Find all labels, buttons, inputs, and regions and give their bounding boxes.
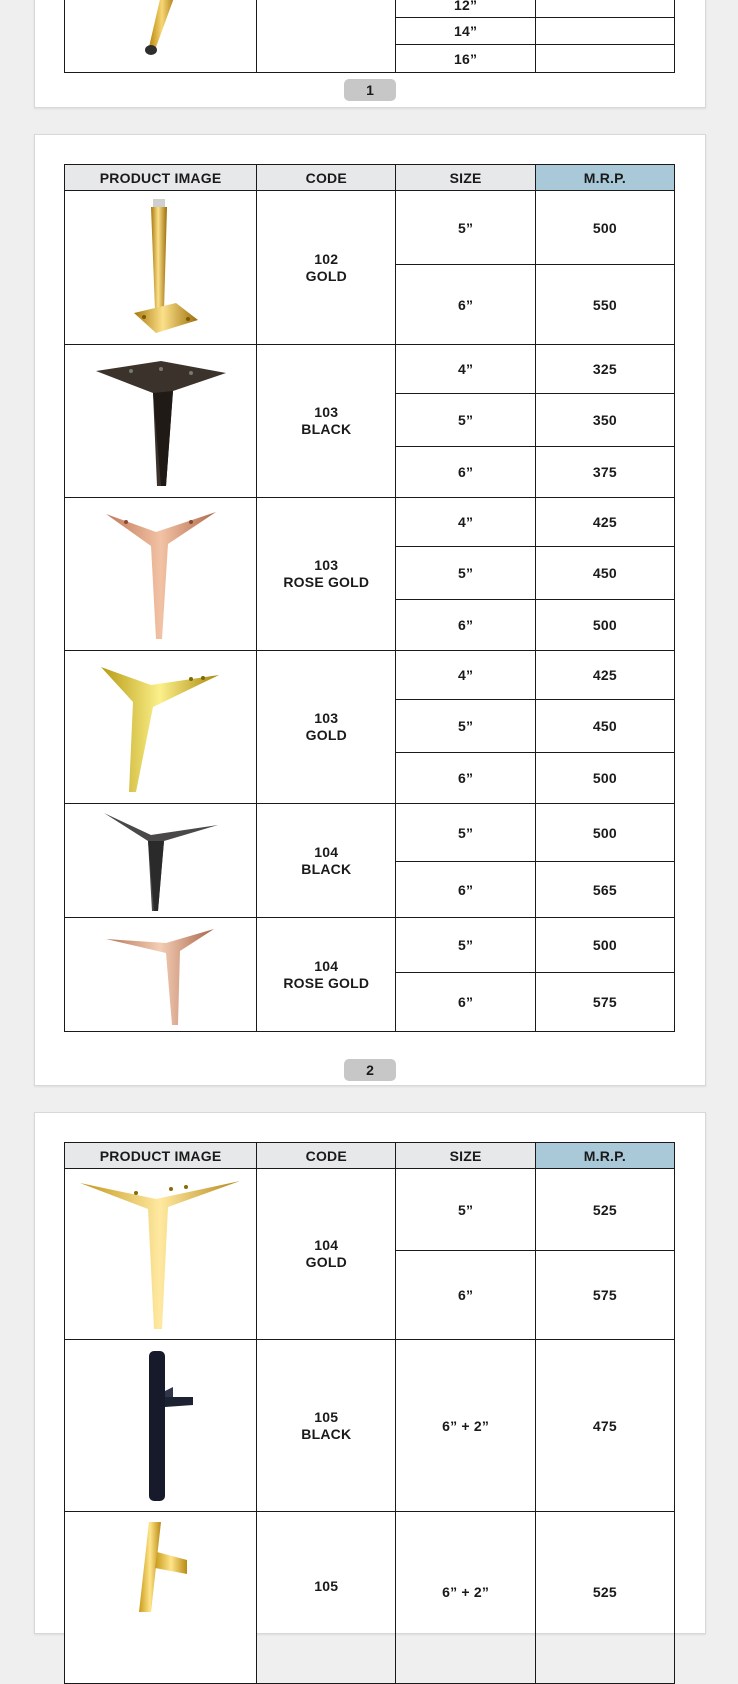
product-image-cell <box>65 918 257 1032</box>
mrp-cell <box>535 45 674 73</box>
size-cell: 16” <box>396 45 535 73</box>
code-cell: 104 GOLD <box>257 1169 396 1340</box>
page-number: 1 <box>344 79 396 101</box>
header-code: CODE <box>257 165 396 191</box>
code-cell: 103 ROSE GOLD <box>257 498 396 651</box>
mrp-cell: 500 <box>535 918 674 973</box>
catalog-page-1 <box>34 0 706 108</box>
header-mrp: M.R.P. <box>535 1143 674 1169</box>
size-cell: 6” + 2” <box>396 1512 535 1684</box>
code-cell: 105 <box>257 1512 396 1684</box>
size-cell: 12” <box>396 0 535 18</box>
header-size: SIZE <box>396 1143 535 1169</box>
table-row <box>65 651 675 700</box>
mrp-cell <box>535 0 674 18</box>
product-image-cell <box>65 804 257 918</box>
header-size: SIZE <box>396 165 535 191</box>
black-bracket-leg-image <box>121 1345 201 1507</box>
table-header-row <box>65 165 675 191</box>
header-code: CODE <box>257 1143 396 1169</box>
product-image-cell <box>65 1340 257 1512</box>
gold-spider-leg-image <box>91 657 231 797</box>
gold-tapered-leg-image <box>131 0 191 70</box>
table-row <box>65 918 675 973</box>
table-row <box>65 1340 675 1512</box>
table-row <box>65 1169 675 1251</box>
mrp-cell: 565 <box>535 862 674 918</box>
table-row <box>65 804 675 862</box>
mrp-cell: 425 <box>535 498 674 547</box>
product-image-cell <box>65 191 257 345</box>
product-image-cell <box>65 0 257 73</box>
size-cell: 5” <box>396 1169 535 1251</box>
table-header-row <box>65 1143 675 1169</box>
mrp-cell: 575 <box>535 973 674 1032</box>
mrp-cell: 500 <box>535 191 674 265</box>
mrp-cell: 375 <box>535 447 674 498</box>
gold-tapered-leg-image <box>116 195 206 340</box>
code-cell: 104 ROSE GOLD <box>257 918 396 1032</box>
size-cell: 4” <box>396 498 535 547</box>
rose-gold-spider-leg-image <box>96 504 226 644</box>
mrp-cell: 575 <box>535 1251 674 1340</box>
catalog-page-2 <box>34 134 706 1086</box>
header-product-image: PRODUCT IMAGE <box>65 165 257 191</box>
mrp-cell: 325 <box>535 345 674 394</box>
black-slim-leg-image <box>96 807 226 915</box>
mrp-cell: 550 <box>535 265 674 345</box>
page-number: 2 <box>344 1059 396 1081</box>
size-cell: 6” <box>396 265 535 345</box>
size-cell: 6” <box>396 973 535 1032</box>
header-mrp: M.R.P. <box>535 165 674 191</box>
code-cell <box>257 0 396 73</box>
size-cell: 5” <box>396 918 535 973</box>
size-cell: 6” <box>396 753 535 804</box>
code-cell: 103 BLACK <box>257 345 396 498</box>
code-cell: 104 BLACK <box>257 804 396 918</box>
price-table-2 <box>64 164 675 1032</box>
mrp-cell: 450 <box>535 547 674 600</box>
table-row <box>65 191 675 265</box>
price-table-3 <box>64 1142 675 1684</box>
product-image-cell <box>65 651 257 804</box>
black-spider-leg-image <box>91 351 231 491</box>
gold-bracket-leg-image <box>121 1512 201 1612</box>
size-cell: 6” + 2” <box>396 1340 535 1512</box>
code-cell: 103 GOLD <box>257 651 396 804</box>
mrp-cell: 525 <box>535 1169 674 1251</box>
code-cell: 102 GOLD <box>257 191 396 345</box>
size-cell: 5” <box>396 394 535 447</box>
size-cell: 5” <box>396 191 535 265</box>
gold-slim-leg-image <box>76 1173 246 1335</box>
table-row <box>65 0 675 18</box>
product-image-cell <box>65 1169 257 1340</box>
code-cell: 105 BLACK <box>257 1340 396 1512</box>
mrp-cell: 475 <box>535 1340 674 1512</box>
mrp-cell: 525 <box>535 1512 674 1684</box>
size-cell: 4” <box>396 651 535 700</box>
product-image-cell <box>65 1512 257 1684</box>
mrp-cell <box>535 18 674 45</box>
catalog-page-3 <box>34 1112 706 1634</box>
product-image-cell <box>65 345 257 498</box>
size-cell: 5” <box>396 804 535 862</box>
mrp-cell: 500 <box>535 804 674 862</box>
size-cell: 6” <box>396 1251 535 1340</box>
mrp-cell: 450 <box>535 700 674 753</box>
size-cell: 5” <box>396 547 535 600</box>
size-cell: 6” <box>396 600 535 651</box>
size-cell: 6” <box>396 447 535 498</box>
size-cell: 6” <box>396 862 535 918</box>
product-image-cell <box>65 498 257 651</box>
mrp-cell: 425 <box>535 651 674 700</box>
table-row <box>65 1512 675 1684</box>
table-row <box>65 345 675 394</box>
size-cell: 14” <box>396 18 535 45</box>
table-row <box>65 498 675 547</box>
mrp-cell: 350 <box>535 394 674 447</box>
price-table-1 <box>64 0 675 73</box>
size-cell: 5” <box>396 700 535 753</box>
mrp-cell: 500 <box>535 753 674 804</box>
header-product-image: PRODUCT IMAGE <box>65 1143 257 1169</box>
rose-gold-slim-leg-image <box>96 921 226 1029</box>
size-cell: 4” <box>396 345 535 394</box>
mrp-cell: 500 <box>535 600 674 651</box>
